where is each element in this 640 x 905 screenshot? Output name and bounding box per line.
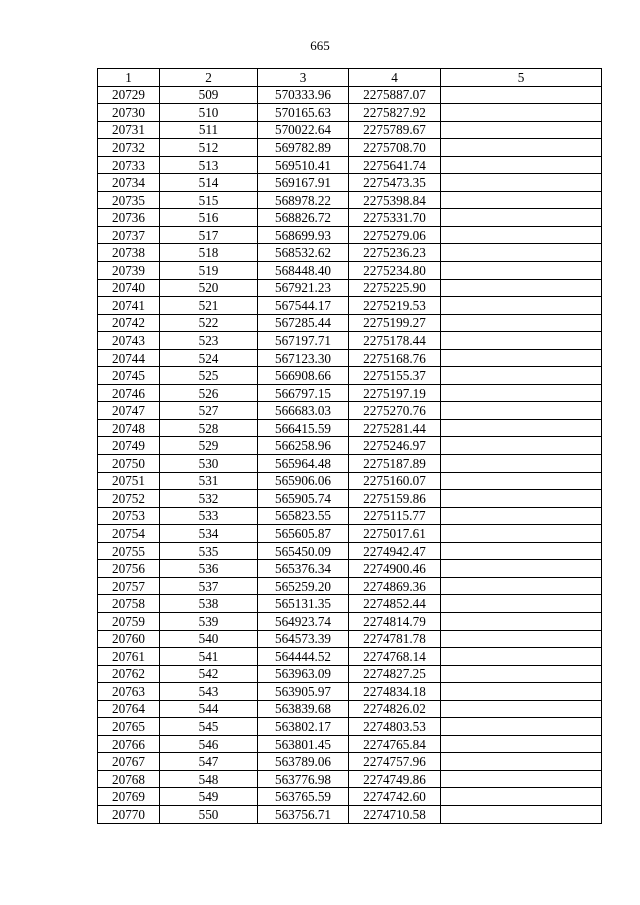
table-cell-col-2: 539 xyxy=(160,612,258,630)
table-cell-col-1: 20749 xyxy=(98,437,160,455)
table-cell-col-5 xyxy=(441,209,602,227)
table-cell-col-4: 2275270.76 xyxy=(349,402,441,420)
table-cell-col-1: 20747 xyxy=(98,402,160,420)
table-cell-col-4: 2274852.44 xyxy=(349,595,441,613)
table-cell-col-4: 2275234.80 xyxy=(349,262,441,280)
table-row xyxy=(98,805,602,823)
table-cell-col-2: 530 xyxy=(160,455,258,473)
table-cell-col-5 xyxy=(441,788,602,806)
table-cell-col-5 xyxy=(441,226,602,244)
table-row xyxy=(98,419,602,437)
table-cell-col-5 xyxy=(441,507,602,525)
column-header-4: 4 xyxy=(349,69,441,87)
table-cell-col-4: 2274742.60 xyxy=(349,788,441,806)
table-row xyxy=(98,209,602,227)
table-cell-col-5 xyxy=(441,174,602,192)
table-cell-col-3: 567285.44 xyxy=(258,314,349,332)
table-row xyxy=(98,700,602,718)
table-cell-col-2: 518 xyxy=(160,244,258,262)
table-cell-col-3: 565905.74 xyxy=(258,490,349,508)
table-cell-col-2: 536 xyxy=(160,560,258,578)
table-cell-col-4: 2274781.78 xyxy=(349,630,441,648)
table-cell-col-5 xyxy=(441,490,602,508)
table-cell-col-1: 20768 xyxy=(98,770,160,788)
table-cell-col-5 xyxy=(441,560,602,578)
table-cell-col-5 xyxy=(441,367,602,385)
table-cell-col-2: 543 xyxy=(160,683,258,701)
table-row xyxy=(98,262,602,280)
table-cell-col-5 xyxy=(441,630,602,648)
table-cell-col-1: 20736 xyxy=(98,209,160,227)
table-cell-col-3: 564923.74 xyxy=(258,612,349,630)
page-number: 665 xyxy=(310,38,330,53)
table-cell-col-1: 20752 xyxy=(98,490,160,508)
table-cell-col-3: 565376.34 xyxy=(258,560,349,578)
table-cell-col-4: 2275187.89 xyxy=(349,455,441,473)
table-cell-col-5 xyxy=(441,577,602,595)
table-cell-col-3: 566683.03 xyxy=(258,402,349,420)
table-cell-col-3: 565964.48 xyxy=(258,455,349,473)
table-cell-col-4: 2275236.23 xyxy=(349,244,441,262)
table-cell-col-1: 20763 xyxy=(98,683,160,701)
table-row xyxy=(98,332,602,350)
table-row xyxy=(98,174,602,192)
table-cell-col-5 xyxy=(441,349,602,367)
table-cell-col-1: 20754 xyxy=(98,525,160,543)
table-cell-col-4: 2274765.84 xyxy=(349,735,441,753)
table-row xyxy=(98,455,602,473)
table-cell-col-1: 20735 xyxy=(98,191,160,209)
table-cell-col-2: 517 xyxy=(160,226,258,244)
table-row xyxy=(98,595,602,613)
table-cell-col-2: 523 xyxy=(160,332,258,350)
table-row xyxy=(98,788,602,806)
table-cell-col-4: 2275281.44 xyxy=(349,419,441,437)
table-cell-col-3: 567197.71 xyxy=(258,332,349,350)
table-cell-col-5 xyxy=(441,244,602,262)
table-cell-col-3: 564573.39 xyxy=(258,630,349,648)
table-cell-col-2: 522 xyxy=(160,314,258,332)
table-row xyxy=(98,630,602,648)
table-cell-col-3: 565823.55 xyxy=(258,507,349,525)
table-cell-col-2: 549 xyxy=(160,788,258,806)
table-cell-col-1: 20765 xyxy=(98,718,160,736)
table-row xyxy=(98,86,602,104)
table-row xyxy=(98,507,602,525)
table-cell-col-5 xyxy=(441,86,602,104)
table-cell-col-1: 20737 xyxy=(98,226,160,244)
table-cell-col-1: 20732 xyxy=(98,139,160,157)
table-row xyxy=(98,384,602,402)
table-row xyxy=(98,770,602,788)
table-cell-col-1: 20766 xyxy=(98,735,160,753)
table-cell-col-4: 2274827.25 xyxy=(349,665,441,683)
table-cell-col-2: 544 xyxy=(160,700,258,718)
table-cell-col-4: 2275641.74 xyxy=(349,156,441,174)
table-cell-col-1: 20738 xyxy=(98,244,160,262)
table-cell-col-1: 20751 xyxy=(98,472,160,490)
table-cell-col-4: 2275197.19 xyxy=(349,384,441,402)
table-cell-col-2: 538 xyxy=(160,595,258,613)
table-cell-col-3: 566797.15 xyxy=(258,384,349,402)
table-cell-col-4: 2275155.37 xyxy=(349,367,441,385)
table-cell-col-1: 20756 xyxy=(98,560,160,578)
table-row xyxy=(98,612,602,630)
table-cell-col-3: 563801.45 xyxy=(258,735,349,753)
table-cell-col-1: 20742 xyxy=(98,314,160,332)
table-cell-col-5 xyxy=(441,297,602,315)
table-cell-col-5 xyxy=(441,542,602,560)
table-cell-col-2: 550 xyxy=(160,805,258,823)
table-cell-col-3: 567921.23 xyxy=(258,279,349,297)
table-cell-col-5 xyxy=(441,262,602,280)
table-row xyxy=(98,244,602,262)
table-cell-col-3: 566908.66 xyxy=(258,367,349,385)
table-cell-col-3: 563776.98 xyxy=(258,770,349,788)
column-header-2: 2 xyxy=(160,69,258,87)
table-cell-col-1: 20746 xyxy=(98,384,160,402)
table-cell-col-5 xyxy=(441,805,602,823)
table-cell-col-4: 2274757.96 xyxy=(349,753,441,771)
table-cell-col-5 xyxy=(441,665,602,683)
table-cell-col-1: 20730 xyxy=(98,104,160,122)
table-row xyxy=(98,191,602,209)
table-row xyxy=(98,490,602,508)
table-cell-col-1: 20761 xyxy=(98,648,160,666)
table-cell-col-3: 569782.89 xyxy=(258,139,349,157)
table-row xyxy=(98,139,602,157)
table-cell-col-1: 20739 xyxy=(98,262,160,280)
table-cell-col-5 xyxy=(441,700,602,718)
table-cell-col-2: 526 xyxy=(160,384,258,402)
table-cell-col-4: 2275398.84 xyxy=(349,191,441,209)
table-row xyxy=(98,367,602,385)
table-cell-col-2: 537 xyxy=(160,577,258,595)
table-cell-col-2: 535 xyxy=(160,542,258,560)
table-cell-col-1: 20741 xyxy=(98,297,160,315)
table-cell-col-3: 570165.63 xyxy=(258,104,349,122)
table-cell-col-3: 564444.52 xyxy=(258,648,349,666)
table-cell-col-5 xyxy=(441,402,602,420)
table-row xyxy=(98,753,602,771)
table-cell-col-3: 565131.35 xyxy=(258,595,349,613)
table-row xyxy=(98,314,602,332)
table-cell-col-4: 2274768.14 xyxy=(349,648,441,666)
table-cell-col-4: 2275331.70 xyxy=(349,209,441,227)
table-cell-col-1: 20731 xyxy=(98,121,160,139)
table-cell-col-4: 2275178.44 xyxy=(349,332,441,350)
table-cell-col-1: 20770 xyxy=(98,805,160,823)
table-cell-col-1: 20764 xyxy=(98,700,160,718)
table-cell-col-1: 20748 xyxy=(98,419,160,437)
table-cell-col-5 xyxy=(441,770,602,788)
table-cell-col-5 xyxy=(441,683,602,701)
table-cell-col-3: 563765.59 xyxy=(258,788,349,806)
table-cell-col-1: 20734 xyxy=(98,174,160,192)
table-row xyxy=(98,525,602,543)
table-cell-col-5 xyxy=(441,384,602,402)
table-cell-col-3: 565259.20 xyxy=(258,577,349,595)
table-row xyxy=(98,297,602,315)
table-row xyxy=(98,718,602,736)
table-cell-col-1: 20744 xyxy=(98,349,160,367)
table-row xyxy=(98,402,602,420)
table-row xyxy=(98,665,602,683)
table-cell-col-2: 540 xyxy=(160,630,258,648)
coordinates-table xyxy=(97,68,602,824)
table-cell-col-5 xyxy=(441,437,602,455)
table-cell-col-1: 20745 xyxy=(98,367,160,385)
column-header-1: 1 xyxy=(98,69,160,87)
table-cell-col-4: 2274803.53 xyxy=(349,718,441,736)
table-cell-col-4: 2275279.06 xyxy=(349,226,441,244)
table-cell-col-5 xyxy=(441,279,602,297)
table-cell-col-5 xyxy=(441,139,602,157)
table-cell-col-2: 547 xyxy=(160,753,258,771)
table-cell-col-2: 524 xyxy=(160,349,258,367)
table-cell-col-2: 515 xyxy=(160,191,258,209)
table-cell-col-2: 541 xyxy=(160,648,258,666)
table-cell-col-5 xyxy=(441,455,602,473)
table-cell-col-3: 567123.30 xyxy=(258,349,349,367)
table-row xyxy=(98,226,602,244)
table-cell-col-3: 565450.09 xyxy=(258,542,349,560)
table-cell-col-4: 2275160.07 xyxy=(349,472,441,490)
table-cell-col-4: 2274834.18 xyxy=(349,683,441,701)
table-cell-col-5 xyxy=(441,612,602,630)
table-row xyxy=(98,279,602,297)
table-cell-col-5 xyxy=(441,104,602,122)
column-header-5: 5 xyxy=(441,69,602,87)
table-cell-col-3: 563905.97 xyxy=(258,683,349,701)
table-cell-col-1: 20767 xyxy=(98,753,160,771)
table-cell-col-2: 513 xyxy=(160,156,258,174)
table-cell-col-1: 20733 xyxy=(98,156,160,174)
table-row xyxy=(98,560,602,578)
table-cell-col-1: 20743 xyxy=(98,332,160,350)
table-header-row xyxy=(98,69,602,87)
table-cell-col-3: 563789.06 xyxy=(258,753,349,771)
table-cell-col-2: 545 xyxy=(160,718,258,736)
table-cell-col-4: 2275246.97 xyxy=(349,437,441,455)
table-cell-col-2: 542 xyxy=(160,665,258,683)
table-cell-col-3: 568978.22 xyxy=(258,191,349,209)
table-cell-col-3: 569510.41 xyxy=(258,156,349,174)
table-cell-col-5 xyxy=(441,332,602,350)
table-cell-col-2: 510 xyxy=(160,104,258,122)
table-cell-col-3: 563802.17 xyxy=(258,718,349,736)
table-cell-col-5 xyxy=(441,718,602,736)
table-cell-col-1: 20759 xyxy=(98,612,160,630)
table-cell-col-1: 20729 xyxy=(98,86,160,104)
table-cell-col-4: 2275219.53 xyxy=(349,297,441,315)
table-cell-col-4: 2274814.79 xyxy=(349,612,441,630)
table-cell-col-1: 20753 xyxy=(98,507,160,525)
table-cell-col-3: 567544.17 xyxy=(258,297,349,315)
table-row xyxy=(98,542,602,560)
table-cell-col-4: 2275708.70 xyxy=(349,139,441,157)
table-cell-col-4: 2274749.86 xyxy=(349,770,441,788)
table-cell-col-4: 2274869.36 xyxy=(349,577,441,595)
table-cell-col-5 xyxy=(441,191,602,209)
table-cell-col-3: 565605.87 xyxy=(258,525,349,543)
table-cell-col-1: 20758 xyxy=(98,595,160,613)
table-cell-col-3: 568532.62 xyxy=(258,244,349,262)
table-cell-col-4: 2275199.27 xyxy=(349,314,441,332)
table-row xyxy=(98,648,602,666)
table-cell-col-2: 532 xyxy=(160,490,258,508)
table-cell-col-3: 568448.40 xyxy=(258,262,349,280)
table-cell-col-3: 568826.72 xyxy=(258,209,349,227)
table-cell-col-4: 2274710.58 xyxy=(349,805,441,823)
table-cell-col-4: 2275017.61 xyxy=(349,525,441,543)
table-cell-col-2: 548 xyxy=(160,770,258,788)
table-cell-col-5 xyxy=(441,314,602,332)
table-cell-col-3: 570022.64 xyxy=(258,121,349,139)
table-cell-col-5 xyxy=(441,648,602,666)
table-cell-col-4: 2275159.86 xyxy=(349,490,441,508)
table-cell-col-1: 20755 xyxy=(98,542,160,560)
table-row xyxy=(98,437,602,455)
table-cell-col-4: 2275887.07 xyxy=(349,86,441,104)
table-cell-col-2: 509 xyxy=(160,86,258,104)
table-cell-col-3: 566415.59 xyxy=(258,419,349,437)
table-cell-col-4: 2275115.77 xyxy=(349,507,441,525)
table-cell-col-3: 563963.09 xyxy=(258,665,349,683)
table-cell-col-5 xyxy=(441,121,602,139)
table-row xyxy=(98,349,602,367)
table-cell-col-1: 20769 xyxy=(98,788,160,806)
table-cell-col-3: 565906.06 xyxy=(258,472,349,490)
table-cell-col-5 xyxy=(441,595,602,613)
table-cell-col-3: 566258.96 xyxy=(258,437,349,455)
table-cell-col-3: 563839.68 xyxy=(258,700,349,718)
table-row xyxy=(98,683,602,701)
table-cell-col-1: 20750 xyxy=(98,455,160,473)
column-header-3: 3 xyxy=(258,69,349,87)
table-row xyxy=(98,121,602,139)
table-cell-col-5 xyxy=(441,753,602,771)
table-cell-col-2: 531 xyxy=(160,472,258,490)
table-cell-col-5 xyxy=(441,472,602,490)
table-cell-col-2: 516 xyxy=(160,209,258,227)
table-cell-col-2: 514 xyxy=(160,174,258,192)
table-cell-col-2: 546 xyxy=(160,735,258,753)
table-cell-col-4: 2275473.35 xyxy=(349,174,441,192)
table-cell-col-3: 569167.91 xyxy=(258,174,349,192)
table-cell-col-4: 2275168.76 xyxy=(349,349,441,367)
table-cell-col-1: 20757 xyxy=(98,577,160,595)
table-row xyxy=(98,104,602,122)
table-cell-col-2: 525 xyxy=(160,367,258,385)
table-cell-col-2: 529 xyxy=(160,437,258,455)
table-cell-col-1: 20760 xyxy=(98,630,160,648)
table-cell-col-3: 563756.71 xyxy=(258,805,349,823)
table-cell-col-5 xyxy=(441,735,602,753)
table-body xyxy=(98,86,602,823)
table-cell-col-1: 20740 xyxy=(98,279,160,297)
table-cell-col-4: 2274900.46 xyxy=(349,560,441,578)
table-cell-col-2: 519 xyxy=(160,262,258,280)
table-cell-col-5 xyxy=(441,419,602,437)
table-cell-col-5 xyxy=(441,525,602,543)
table-cell-col-3: 570333.96 xyxy=(258,86,349,104)
table-cell-col-2: 534 xyxy=(160,525,258,543)
table-cell-col-4: 2275827.92 xyxy=(349,104,441,122)
table-cell-col-1: 20762 xyxy=(98,665,160,683)
table-cell-col-2: 512 xyxy=(160,139,258,157)
table-cell-col-2: 511 xyxy=(160,121,258,139)
table-cell-col-4: 2275225.90 xyxy=(349,279,441,297)
table-row xyxy=(98,156,602,174)
table-cell-col-2: 533 xyxy=(160,507,258,525)
table-cell-col-4: 2274942.47 xyxy=(349,542,441,560)
table-cell-col-2: 521 xyxy=(160,297,258,315)
table-cell-col-2: 527 xyxy=(160,402,258,420)
table-cell-col-4: 2274826.02 xyxy=(349,700,441,718)
table-cell-col-2: 528 xyxy=(160,419,258,437)
table-cell-col-2: 520 xyxy=(160,279,258,297)
table-cell-col-4: 2275789.67 xyxy=(349,121,441,139)
table-cell-col-5 xyxy=(441,156,602,174)
table-cell-col-3: 568699.93 xyxy=(258,226,349,244)
table-row xyxy=(98,472,602,490)
table-row xyxy=(98,577,602,595)
table-row xyxy=(98,735,602,753)
